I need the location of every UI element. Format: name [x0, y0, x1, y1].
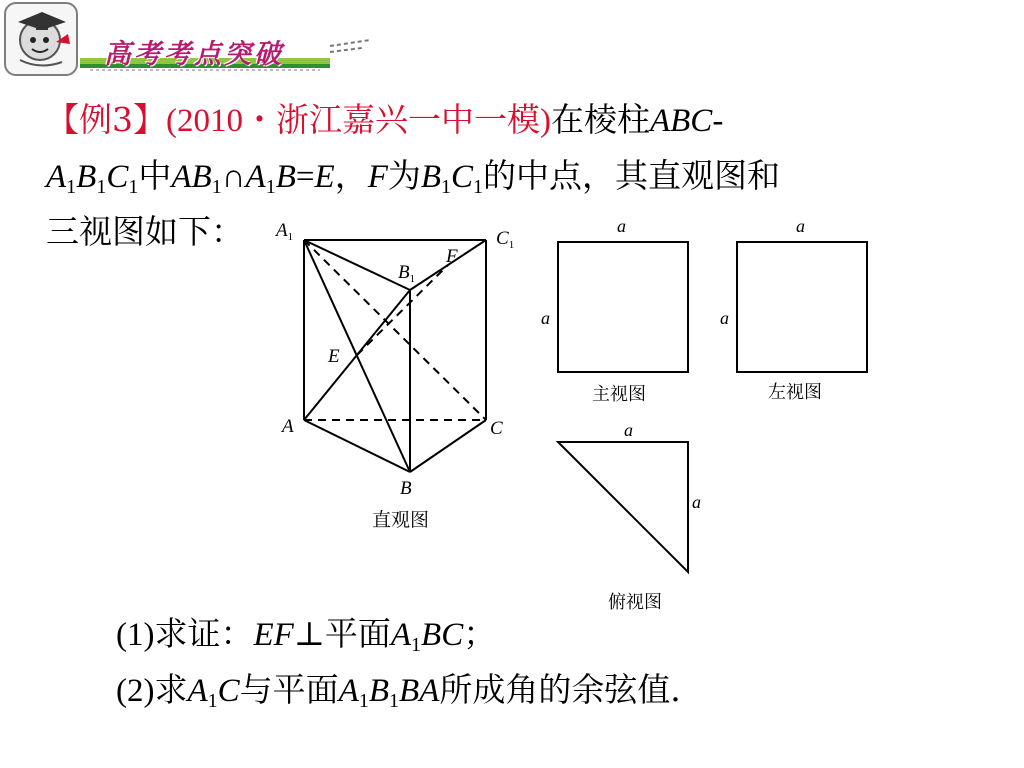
var: B — [191, 159, 212, 195]
var: A — [419, 673, 440, 709]
var: C — [217, 673, 240, 709]
var: B — [368, 673, 390, 709]
question-2 — [116, 662, 1016, 719]
example-label: 【例3】 — [46, 100, 166, 139]
text-segment: ∩ — [221, 159, 246, 195]
caption-side: 左视图 — [768, 382, 822, 403]
text-segment: 在棱柱 — [550, 100, 650, 139]
subscript: 1 — [358, 690, 369, 712]
question-1 — [116, 606, 1016, 663]
label-B: B — [400, 478, 412, 499]
var: EF — [253, 617, 294, 653]
text-segment: 求 — [154, 670, 188, 709]
var: A — [390, 617, 412, 653]
var: B — [275, 159, 296, 195]
text-segment: 的中点，其直观图和 — [483, 156, 781, 195]
edge-A1B1 — [304, 240, 410, 290]
text-segment: = — [295, 159, 315, 195]
top-view-triangle — [558, 442, 688, 572]
text-segment: ⊥平面 — [293, 614, 391, 653]
label-C: C — [490, 418, 503, 439]
text-segment: 求证： — [154, 614, 254, 653]
front-top-a: a — [617, 216, 626, 236]
text-segment: 所成角的余弦值． — [439, 670, 704, 709]
caption-solid: 直观图 — [372, 509, 430, 531]
top-view-right-a: a — [692, 492, 701, 512]
subscript: 1 — [473, 176, 484, 198]
var: A — [245, 159, 266, 195]
problem-line-3: 三视图如下： — [46, 212, 244, 251]
subscript: 1 — [441, 176, 452, 198]
prism-name: ABC — [649, 103, 713, 139]
var: C — [451, 159, 474, 195]
edge-CB — [410, 420, 486, 472]
subscript: 1 — [96, 176, 107, 198]
var: C — [441, 617, 464, 653]
var: A — [338, 673, 359, 709]
side-top-a: a — [796, 216, 805, 236]
var: A — [187, 673, 208, 709]
label-F: F — [446, 246, 458, 267]
text-segment: - — [712, 103, 724, 139]
solid-labels — [274, 220, 514, 499]
q-number: (1) — [116, 617, 155, 653]
subscript: 1 — [66, 176, 77, 198]
label-C1: $C_1$ — [496, 228, 515, 251]
front-left-a: a — [541, 308, 550, 328]
top-view-top-a: a — [624, 420, 633, 440]
var: F — [367, 159, 388, 195]
label-B1: $B_1$ — [398, 262, 416, 285]
text-segment: ， — [334, 156, 368, 195]
text-segment: ； — [463, 614, 497, 653]
label-E: E — [328, 346, 340, 367]
label-A: A — [282, 416, 294, 437]
subscript: 1 — [411, 634, 422, 656]
subscript: 1 — [207, 690, 218, 712]
example-source: (2010・浙江嘉兴一中一模) — [166, 103, 551, 139]
text-segment: 为 — [387, 156, 421, 195]
text-segment: 中 — [138, 156, 172, 195]
subscript: 1 — [389, 690, 400, 712]
banner-title: 高考考点突破 — [104, 39, 284, 70]
diag-A1B — [304, 240, 410, 472]
var: A — [171, 159, 192, 195]
text-segment: 与平面 — [239, 670, 339, 709]
q-number: (2) — [116, 673, 155, 709]
var: A — [46, 159, 67, 195]
edge-AB — [304, 420, 410, 472]
subscript: 1 — [128, 176, 139, 198]
diag-A1C-hidden — [304, 240, 486, 420]
front-view-square — [558, 242, 688, 372]
caption-front: 主视图 — [592, 384, 646, 405]
subscript: 1 — [211, 176, 222, 198]
caption-top-view: 俯视图 — [608, 592, 662, 613]
side-view-square — [737, 242, 867, 372]
side-left-a: a — [720, 308, 729, 328]
var: C — [106, 159, 129, 195]
var: B — [76, 159, 97, 195]
var: E — [314, 159, 335, 195]
label-A1: $A_1$ — [276, 220, 294, 243]
var: B — [421, 617, 442, 653]
var: B — [420, 159, 442, 195]
subscript: 1 — [265, 176, 276, 198]
var: B — [399, 673, 420, 709]
